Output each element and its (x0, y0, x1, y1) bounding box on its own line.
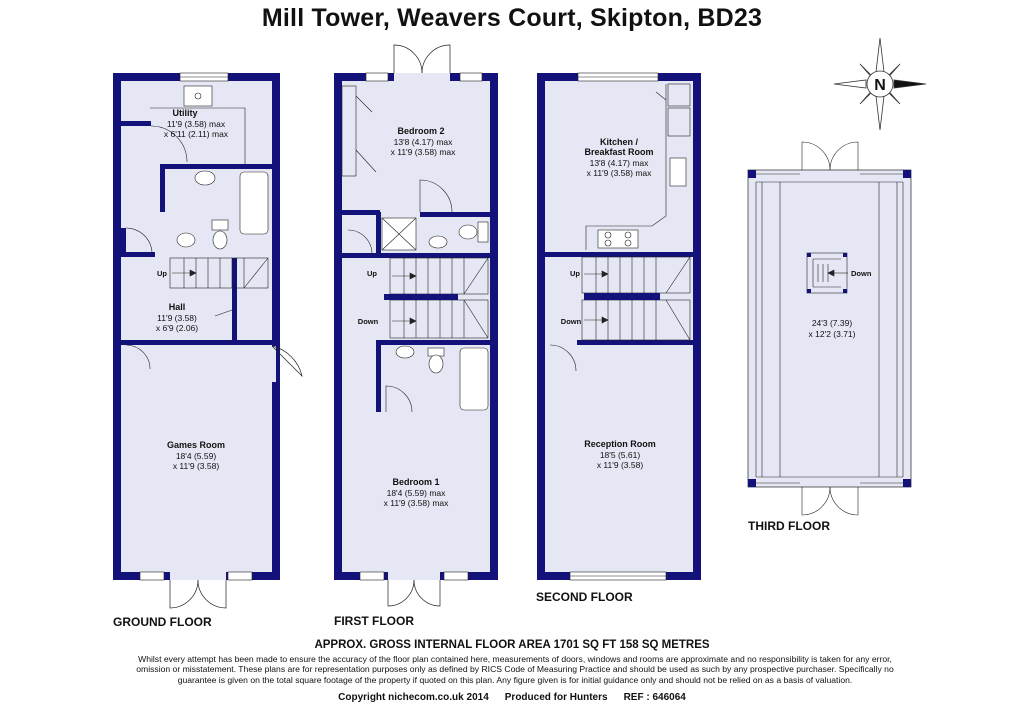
second-stairs-up: Up (570, 269, 580, 278)
ground-stairs-up: Up (157, 269, 167, 278)
hall-dim1: 11'9 (3.58) (157, 313, 197, 323)
disclaimer-text: Whilst every attempt has been made to ensure the accuracy of the floor plan contained here, measurements of doors, windows and rooms are approximate and no responsibility is taken for any error, omission or misstatement. These plans are for representation purposes only as defined by RICS Code of Measuring Practice and should be used as such by any prospective purchaser. Specifically no guarantee is given on the total square footage of the property if quoted on this plan. Any figure given is for initial guidance only and should not be relied on as a basis of valuation. (136, 654, 894, 685)
games-room-name: Games Room (166, 440, 226, 450)
reception-dim1: 18'5 (5.61) (599, 450, 641, 460)
reception-name: Reception Room (584, 439, 656, 449)
third-room-dim1: 24'3 (7.39) (811, 318, 853, 328)
second-floor-label: SECOND FLOOR (536, 590, 633, 604)
bedroom1-dim2: x 11'9 (3.58) max (383, 498, 449, 508)
footer-ref: REF : 646064 (623, 692, 686, 703)
footer-copyright: Copyright nichecom.co.uk 2014 (338, 692, 489, 703)
hall-name: Hall (168, 302, 186, 312)
first-stairs-down: Down (357, 317, 379, 326)
utility-dim2: x 6'11 (2.11) max (163, 129, 229, 139)
plan-title: Mill Tower, Weavers Court, Skipton, BD23 (261, 4, 763, 32)
ground-floor-label: GROUND FLOOR (113, 615, 212, 629)
footer (0, 692, 1024, 703)
ground-floor-plan (113, 73, 302, 608)
compass-north-letter: N (874, 77, 886, 94)
bedroom2-dim1: 13'8 (4.17) max (393, 137, 453, 147)
bedroom2-name: Bedroom 2 (397, 126, 445, 136)
third-stairs-down: Down (851, 269, 872, 278)
gross-area-text: APPROX. GROSS INTERNAL FLOOR AREA 1701 SQ FT 158 SQ METRES (314, 639, 710, 651)
utility-name: Utility (172, 108, 198, 118)
third-floor-label: THIRD FLOOR (748, 519, 830, 533)
first-stairs-up: Up (367, 269, 377, 278)
kitchen-name-line1: Kitchen / (599, 137, 639, 147)
second-stairs-down: Down (560, 317, 582, 326)
games-room-dim1: 18'4 (5.59) (175, 451, 217, 461)
kitchen-name-line2: Breakfast Room (584, 147, 654, 157)
bedroom2-dim2: x 11'9 (3.58) max (390, 147, 456, 157)
bedroom1-name: Bedroom 1 (392, 477, 440, 487)
third-room-dim2: x 12'2 (3.71) (808, 329, 856, 339)
kitchen-dim2: x 11'9 (3.58) max (586, 168, 652, 178)
games-room-dim2: x 11'9 (3.58) (172, 461, 220, 471)
hall-dim2: x 6'9 (2.06) (155, 323, 199, 333)
bedroom1-dim1: 18'4 (5.59) max (386, 488, 446, 498)
first-floor-label: FIRST FLOOR (334, 614, 414, 628)
utility-dim1: 11'9 (3.58) max (166, 119, 226, 129)
reception-dim2: x 11'9 (3.58) (596, 460, 644, 470)
footer-produced: Produced for Hunters (504, 692, 608, 703)
kitchen-dim1: 13'8 (4.17) max (589, 158, 649, 168)
